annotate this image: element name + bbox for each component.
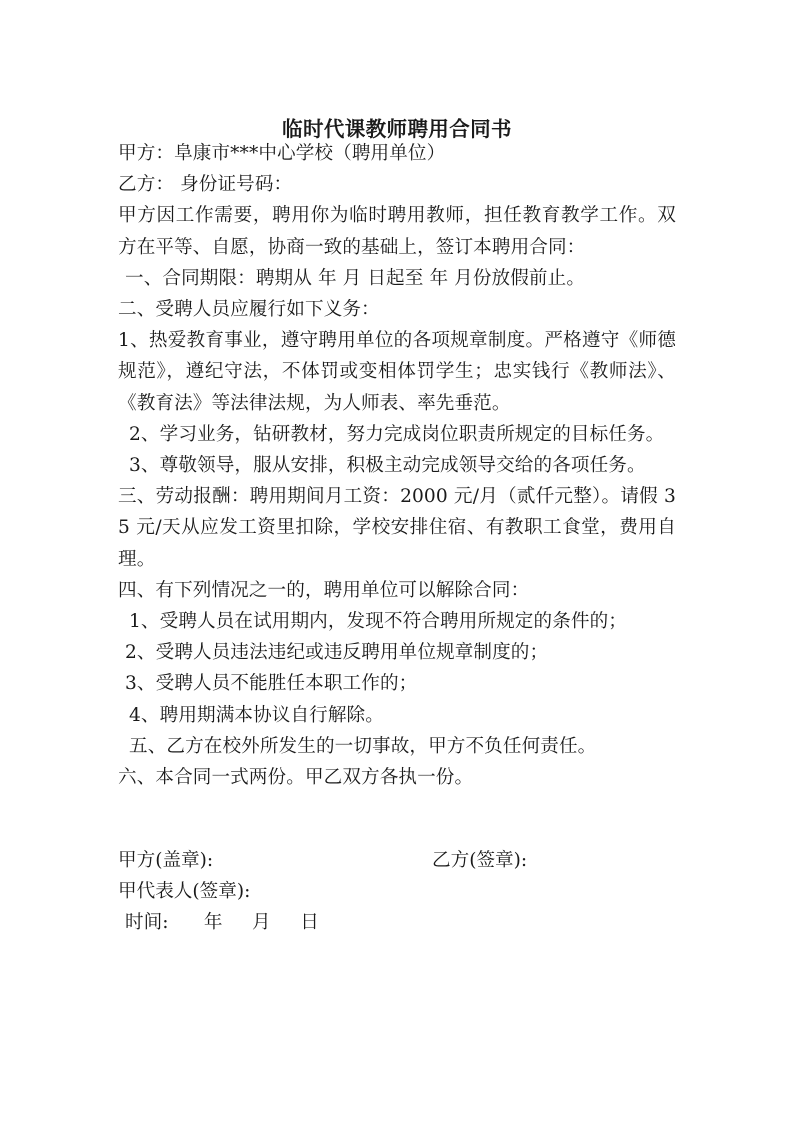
clause-2-item-1: 1、热爱教育事业，遵守聘用单位的各项规章制度。严格遵守《师德规范》，遵纪守法，不体罚或变相体罚学生；忠实钱行《教师法》、《教育法》等法律法规，为人师表、率先垂范。 bbox=[118, 330, 676, 414]
signature-row bbox=[118, 845, 676, 876]
party-a-seal-label: 甲方(盖章): bbox=[118, 850, 214, 871]
contract-text-column bbox=[118, 0, 676, 1122]
page-title: 临时代课教师聘用合同书 bbox=[282, 116, 512, 141]
party-b-line: 乙方： 身份证号码： bbox=[118, 174, 293, 196]
clause-4-item-3: 3、受聘人员不能胜任本职工作的； bbox=[125, 673, 418, 695]
party-a-representative-label: 甲代表人(签章): bbox=[118, 881, 251, 903]
clause-6-copies: 六、本合同一式两份。甲乙双方各执一份。 bbox=[118, 767, 474, 789]
clause-4-termination-heading: 四、有下列情况之一的，聘用单位可以解除合同： bbox=[118, 579, 530, 601]
clause-5-liability: 五、乙方在校外所发生的一切事故，甲方不负任何责任。 bbox=[129, 735, 597, 757]
clause-list bbox=[118, 263, 676, 793]
party-a-line: 甲方：阜康市***中心学校（聘用单位） bbox=[118, 143, 446, 164]
clause-1-term: 一、合同期限：聘期从 年 月 日起至 年 月份放假前止。 bbox=[125, 267, 586, 289]
party-b-seal-label: 乙方(签章): bbox=[432, 850, 528, 871]
signature-row bbox=[118, 876, 676, 907]
clause-2-duties-heading: 二、受聘人员应履行如下义务： bbox=[118, 299, 380, 321]
clause-4-item-1: 1、受聘人员在试用期内，发现不符合聘用所规定的条件的； bbox=[129, 611, 627, 633]
preamble-paragraph: 甲方因工作需要，聘用你为临时聘用教师，担任教育教学工作。双方在平等、自愿，协商一致的基础上，签订本聘用合同： bbox=[118, 205, 676, 258]
clause-3-pay: 三、劳动报酬：聘用期间月工资：2000 元/月（贰仟元整）。请假 35 元/天从应发工资里扣除，学校安排住宿、有教职工食堂，费用自理。 bbox=[118, 486, 676, 570]
signature-block bbox=[118, 845, 676, 939]
clause-4-item-2: 2、受聘人员违法违纪或违反聘用单位规章制度的； bbox=[125, 642, 549, 664]
date-label: 时间: 年 月 日 bbox=[125, 912, 319, 934]
clause-2-item-3: 3、尊敬领导，服从安排，积极主动完成领导交给的各项任务。 bbox=[129, 455, 646, 477]
contract-body bbox=[118, 138, 676, 793]
clause-4-item-4: 4、聘用期满本协议自行解除。 bbox=[129, 704, 384, 726]
clause-2-item-2: 2、学习业务，钻研教材，努力完成岗位职责所规定的目标任务。 bbox=[129, 423, 665, 445]
signature-row bbox=[118, 907, 676, 938]
